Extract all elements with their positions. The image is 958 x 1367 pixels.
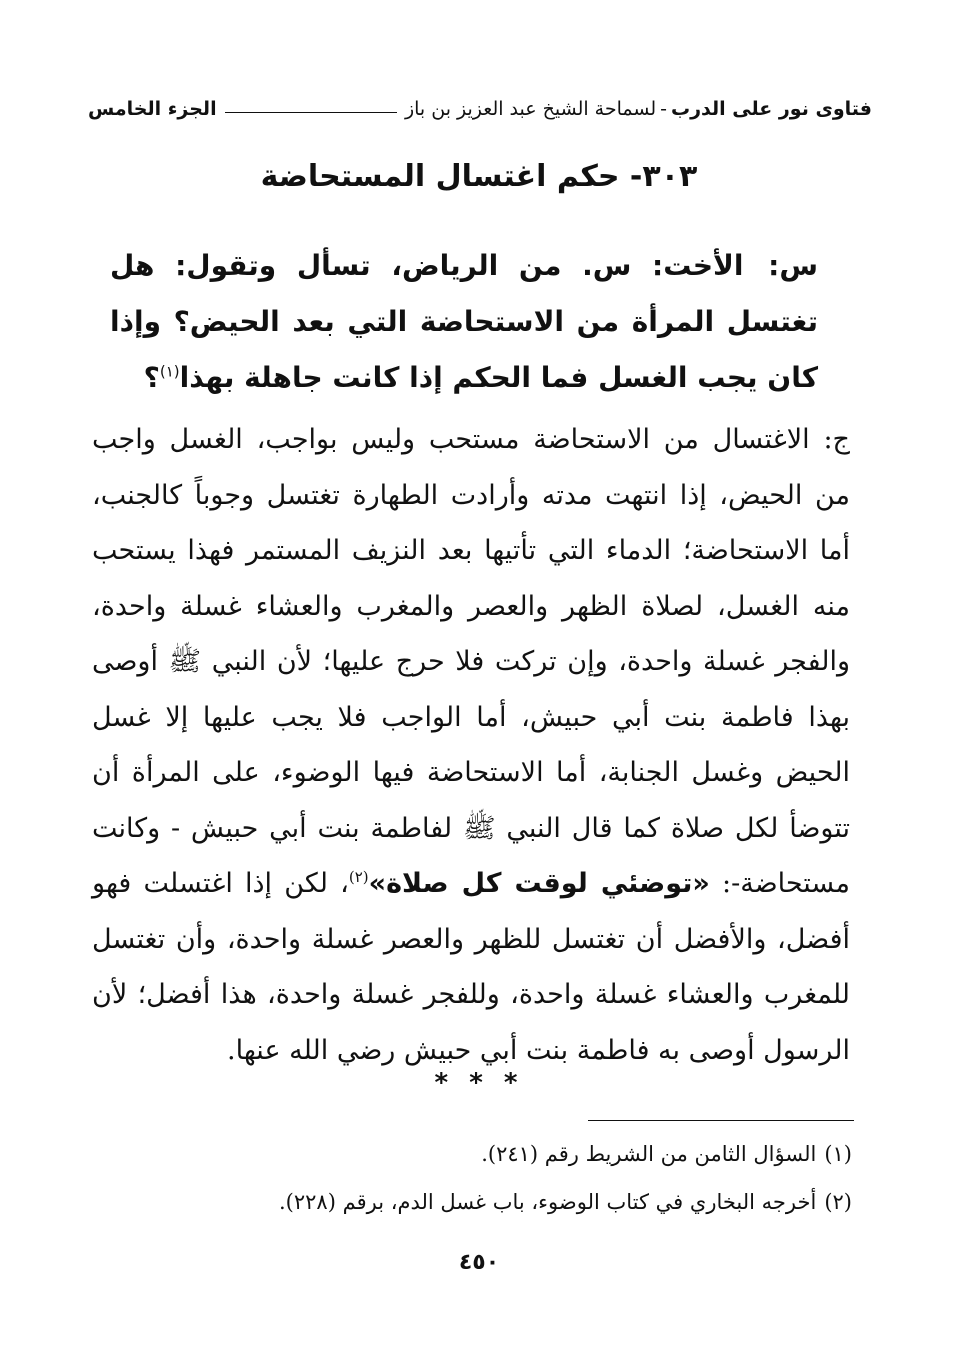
author-name: لسماحة الشيخ عبد العزيز بن باز: [404, 98, 657, 120]
question-paragraph: [110, 238, 818, 406]
answer-paragraph: [92, 412, 850, 1078]
question-mark: ؟: [143, 361, 160, 394]
fatwa-title: ٣٠٣- حكم اغتسال المستحاضة: [260, 159, 698, 194]
footnote-item: [120, 1178, 852, 1226]
footnotes: [120, 1130, 852, 1226]
footnote-text: السؤال الثامن من الشريط رقم (٢٤١).: [481, 1142, 817, 1166]
question-text: الأخت: س. من الرياض، تسأل وتقول: هل تغتسل المرأة من الاستحاضة التي بعد الحيض؟ وإذا كان يجب الغسل فما الحكم إذا كانت جاهلة بهذا: [110, 249, 818, 394]
book-title: فتاوى نور على الدرب: [671, 98, 872, 120]
footnote-rule: [588, 1120, 854, 1121]
volume-part: الجزء الخامس: [88, 98, 217, 120]
page-number: ٤٥٠: [458, 1250, 500, 1275]
header-separator: -: [660, 98, 667, 120]
footnote-ref-1: (١): [159, 362, 180, 381]
footnote-ref-2: (٢): [348, 868, 369, 886]
footnote-number: (٢): [824, 1190, 852, 1214]
footnote-number: (١): [824, 1142, 852, 1166]
footnote-text: أخرجه البخاري في كتاب الوضوء، باب غسل الدم، برقم (٢٢٨).: [279, 1190, 817, 1214]
header-rule: [225, 112, 397, 113]
section-separator-stars: * * *: [434, 1068, 524, 1098]
footnote-item: [120, 1130, 852, 1178]
answer-text-part1: الاغتسال من الاستحاضة مستحب وليس بواجب، الغسل واجب من الحيض، إذا انتهت مدته وأرادت الطهارة تغتسل وجوباً كالجنب، أما الاستحاضة؛ الدماء التي تأتيها بعد النزيف المستمر فهذا يستحب منه الغسل، لصلاة الظهر والعصر والمغرب والعشاء غسلة واحدة، والفجر غسلة واحدة، وإن تركت فلا حرج عليها؛ لأن النبي ﷺ أوصى بهذا فاطمة بنت أبي حبيش، أما الواجب فلا يجب عليها إلا غسل الحيض وغسل الجنابة، أما الاستحاضة فيها الوضوء، على المرأة أن تتوضأ لكل صلاة كما قال النبي ﷺ لفاطمة بنت أبي حبيش - وكانت مستحاضة-:: [92, 424, 851, 899]
answer-label: ج:: [823, 424, 850, 455]
running-header: [88, 92, 872, 126]
hadith-quote: «توضئي لوقت كل صلاة»: [368, 868, 710, 899]
question-label: س:: [768, 249, 818, 282]
answer-text-part2: ، لكن إذا اغتسلت فهو أفضل، والأفضل أن تغتسل للظهر والعصر غسلة واحدة، وأن تغتسل للمغرب والعشاء غسلة واحدة، وللفجر غسلة واحدة، هذا أفضل؛ لأن الرسول أوصى به فاطمة بنت أبي حبيش رضي الله عنها.: [92, 868, 850, 1066]
